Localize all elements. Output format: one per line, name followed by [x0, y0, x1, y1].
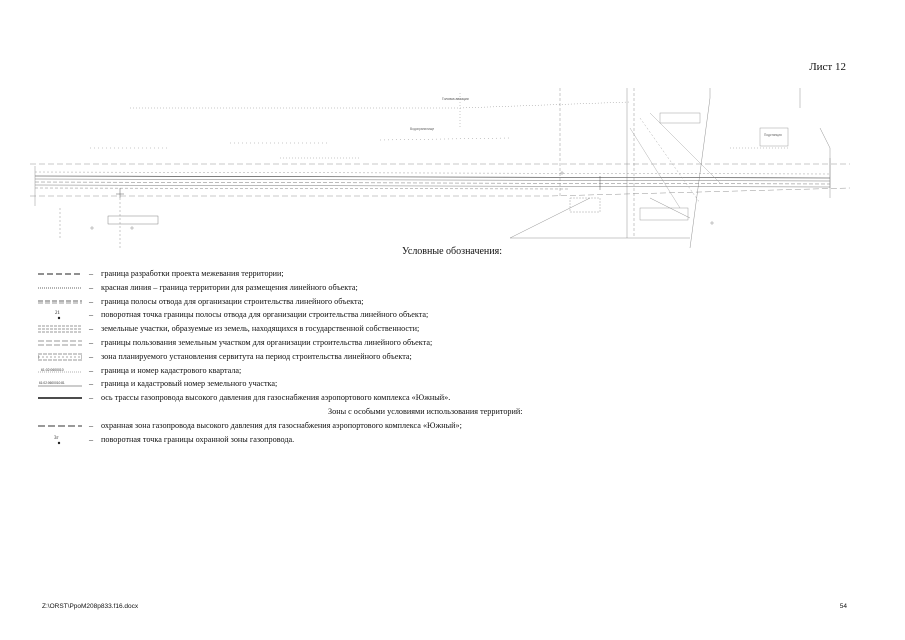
- legend-item: [38, 296, 838, 310]
- legend-text: граница и номер кадастрового квартала;: [101, 365, 242, 375]
- protection-zone-icon: [38, 420, 82, 432]
- legend-item: [38, 337, 838, 351]
- legend-text: границы пользования земельным участком для организации строительства линейного объекта;: [101, 337, 433, 347]
- footer-file-path: Z:\ORST\PpoM208p833.f16.docx: [42, 603, 139, 610]
- zones-heading: Зоны с особыми условиями использования территорий:: [328, 406, 523, 416]
- separator: –: [89, 434, 94, 444]
- protection-zone-point-number: 3г: [54, 435, 59, 441]
- legend-item: [38, 323, 838, 337]
- cadastral-map: [30, 88, 850, 258]
- legend-item: [38, 282, 838, 296]
- legend-item: [38, 378, 838, 392]
- legend-text: граница полосы отвода для организации строительства линейного объекта;: [101, 296, 364, 306]
- legend-text: красная линия – граница территории для размещения линейного объекта;: [101, 282, 358, 292]
- legend-item: [38, 434, 838, 448]
- legend: [38, 268, 838, 447]
- separator: –: [89, 379, 94, 389]
- legend-text: поворотная точка границы охранной зоны газопровода.: [101, 434, 295, 444]
- map-label: Водохранилище: [410, 127, 435, 131]
- turning-point-number: 21: [55, 311, 60, 317]
- cadastral-parcel-icon: [38, 378, 82, 390]
- legend-text: поворотная точка границы полосы отвода для организации строительства линейного объекта;: [101, 310, 429, 320]
- map-label: Подстанция: [764, 133, 782, 137]
- separator: –: [89, 393, 94, 403]
- legend-item: [38, 420, 838, 434]
- separator: –: [89, 282, 94, 292]
- separator: –: [89, 269, 94, 278]
- legend-item: [38, 309, 838, 323]
- servitude-zone-icon: [38, 351, 82, 363]
- separator: –: [89, 420, 94, 430]
- separator: –: [89, 296, 94, 306]
- project-boundary-line-icon: [38, 268, 82, 280]
- pipeline-axis-icon: [38, 392, 82, 404]
- cadastral-parcel-number: 61:02:0600010:81: [39, 381, 65, 386]
- separator: –: [89, 310, 94, 320]
- turning-point-icon: [38, 309, 82, 321]
- legend-text: граница разработки проекта межевания территории;: [101, 269, 284, 278]
- legend-title: Условные обозначения:: [402, 246, 503, 257]
- legend-item: [38, 365, 838, 379]
- page-number: 54: [839, 603, 847, 610]
- protection-zone-turning-point-icon: [38, 434, 82, 446]
- legend-item: [38, 268, 838, 282]
- sheet-number: Лист 12: [809, 61, 846, 73]
- land-use-boundary-icon: [38, 337, 82, 349]
- legend-text: земельные участки, образуемые из земель, находящихся в государственной собственности;: [101, 324, 420, 334]
- separator: –: [89, 337, 94, 347]
- legend-item: [38, 392, 838, 406]
- cadastral-quarter-icon: [38, 365, 82, 377]
- cadastral-quarter-number: 61:02:0600010: [41, 367, 64, 372]
- red-line-icon: [38, 282, 82, 294]
- separator: –: [89, 351, 94, 361]
- separator: –: [89, 365, 94, 375]
- right-of-way-boundary-icon: [38, 296, 82, 308]
- legend-text: охранная зона газопровода высокого давления для газоснабжения аэропортового комплекса «Южный»;: [101, 420, 462, 430]
- map-label: Головка авиации: [442, 97, 469, 101]
- separator: –: [89, 324, 94, 334]
- legend-item: [38, 351, 838, 365]
- state-land-parcels-icon: [38, 323, 82, 335]
- legend-text: зона планируемого установления сервитута на период строительства линейного объекта;: [101, 351, 412, 361]
- legend-text: граница и кадастровый номер земельного участка;: [101, 379, 278, 389]
- legend-text: ось трассы газопровода высокого давления для газоснабжения аэропортового комплекса «Южный».: [101, 393, 451, 403]
